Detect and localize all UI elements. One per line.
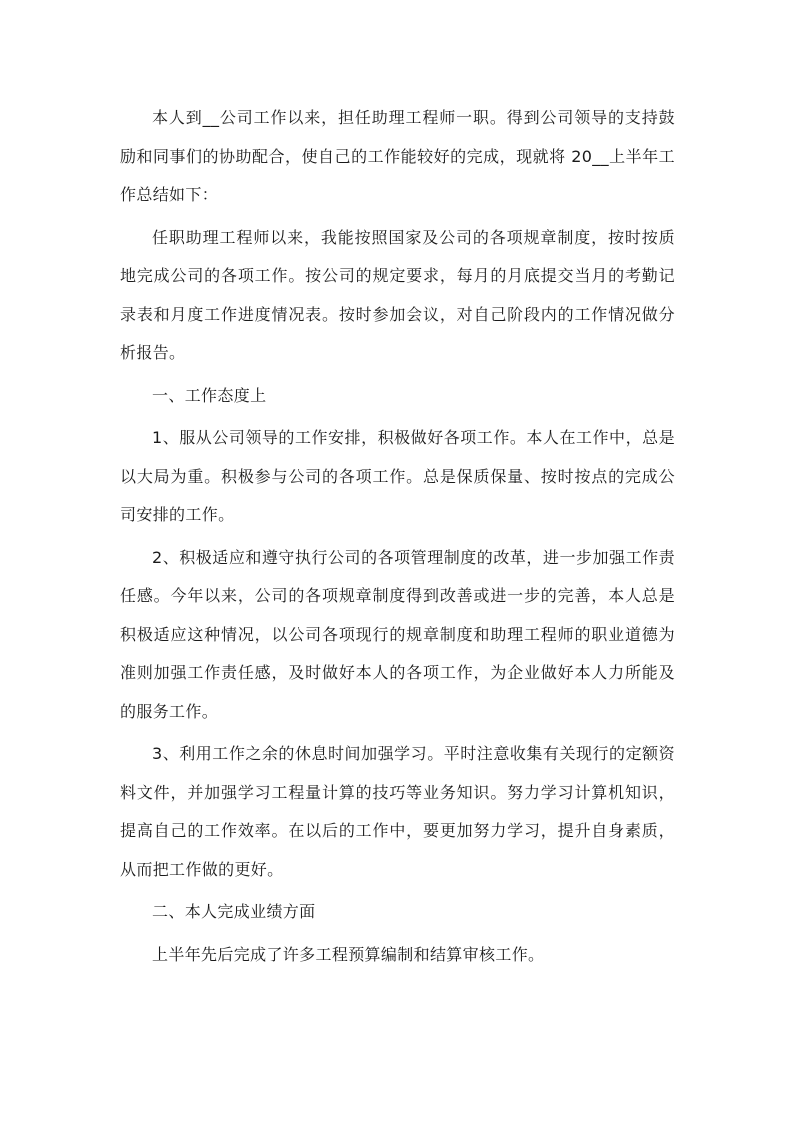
attitude-item-2: 2、积极适应和遵守执行公司的各项管理制度的改革，进一步加强工作责任感。今年以来，公司的各项规章制度得到改善或进一步的完善，本人总是积极适应这种情况，以公司各项现行的规章制度和助理工程师的职业道德为准则加强工作责任感，及时做好本人的各项工作，为企业做好本人力所能及的服务工作。: [120, 547, 675, 721]
duties-paragraph: 任职助理工程师以来，我能按照国家及公司的各项规章制度，按时按质地完成公司的各项工作。按公司的规定要求，每月的月底提交当月的考勤记录表和月度工作进度情况表。按时参加会议，对自己阶段内的工作情况做分析报告。: [120, 227, 675, 362]
attitude-item-1: 1、服从公司领导的工作安排，积极做好各项工作。本人在工作中，总是以大局为重。积极参与公司的各项工作。总是保质保量、按时按点的完成公司安排的工作。: [120, 428, 675, 524]
intro-paragraph: 本人到__公司工作以来，担任助理工程师一职。得到公司领导的支持鼓励和同事们的协助配合，使自己的工作能较好的完成，现就将 20__上半年工作总结如下：: [120, 108, 675, 204]
document-page: [120, 99, 675, 978]
section-heading-work-attitude: 一、工作态度上: [152, 385, 267, 405]
attitude-item-3: 3、利用工作之余的休息时间加强学习。平时注意收集有关现行的定额资料文件，并加强学习工程量计算的技巧等业务知识。努力学习计算机知识，提高自己的工作效率。在以后的工作中，要更加努力学习，提升自身素质，从而把工作做的更好。: [120, 744, 675, 879]
performance-paragraph: 上半年先后完成了许多工程预算编制和结算审核工作。: [152, 944, 545, 964]
section-heading-performance: 二、本人完成业绩方面: [152, 902, 316, 921]
